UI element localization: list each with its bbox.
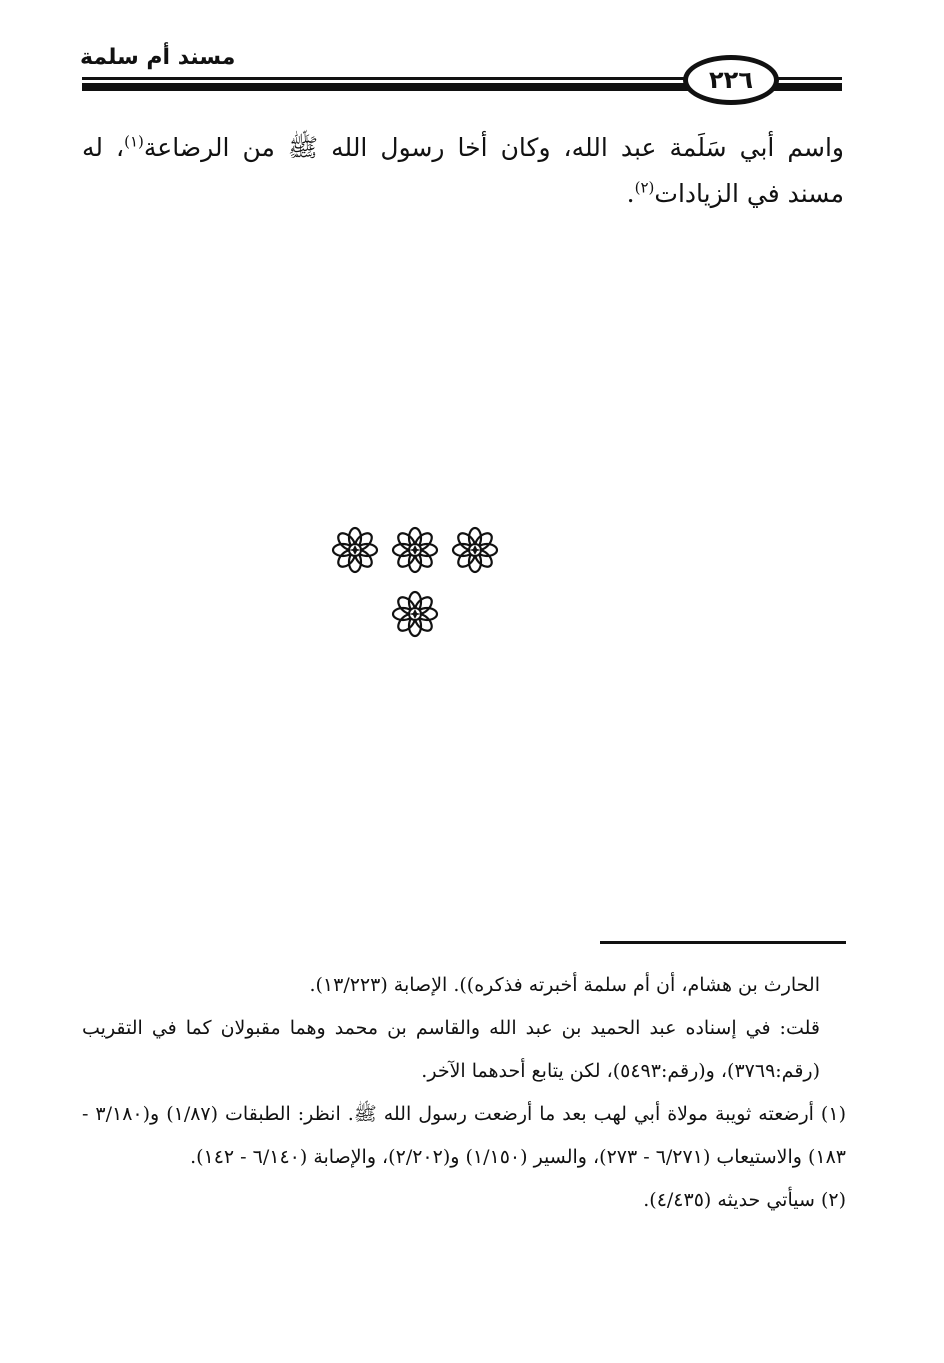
main-text-part2: ، له مسند في الزيادات [82,133,844,208]
rosette-ornament-icon [450,525,500,575]
main-text-part1: واسم أبي سَلَمة عبد الله، وكان أخا رسول الله ﷺ من الرضاعة [143,133,844,162]
main-paragraph [82,125,844,217]
page-number-badge [683,55,779,105]
rosette-ornament-icon [390,525,440,575]
footnote-comment: قلت: في إسناده عبد الحميد بن عبد الله والقاسم بن محمد وهما مقبولان كما في التقريب (رقم:٣٧٦٩)، و(رقم:٥٤٩٣)، لكن يتابع أحدهما الآخر. [82,1017,820,1082]
footnote-carryover: الحارث بن هشام، أن أم سلمة أخبرته فذكره)). الإصابة (١٣/٢٢٣). [309,974,820,996]
main-text [82,125,844,217]
rosette-ornament-icon [390,589,440,639]
main-text-end: . [626,179,635,208]
footnote-ref-1[interactable]: (١) [124,132,144,151]
section-end-ornaments [330,525,520,645]
footnote-separator [600,941,846,944]
page-number: ٢٢٦ [709,66,753,94]
running-title: مسند أم سلمة [80,45,236,70]
footnote-1: (١) أرضعته ثويبة مولاة أبي لهب بعد ما أرضعت رسول الله ﷺ. انظر: الطبقات (١/٨٧) و(٣/١٨٠ - ١٨٣) والاستيعاب (٦/٢٧١ - ٢٧٣)، والسير (١/١٥٠) و(٢/٢٠٢)، والإصابة (٦/١٤٠ - ١٤٢). [82,1103,846,1168]
footnote-2: (٢) سيأتي حديثه (٤/٤٣٥). [643,1189,846,1211]
footnote-ref-2[interactable]: (٢) [634,178,655,197]
footnotes [82,964,846,1222]
rosette-ornament-icon [330,525,380,575]
